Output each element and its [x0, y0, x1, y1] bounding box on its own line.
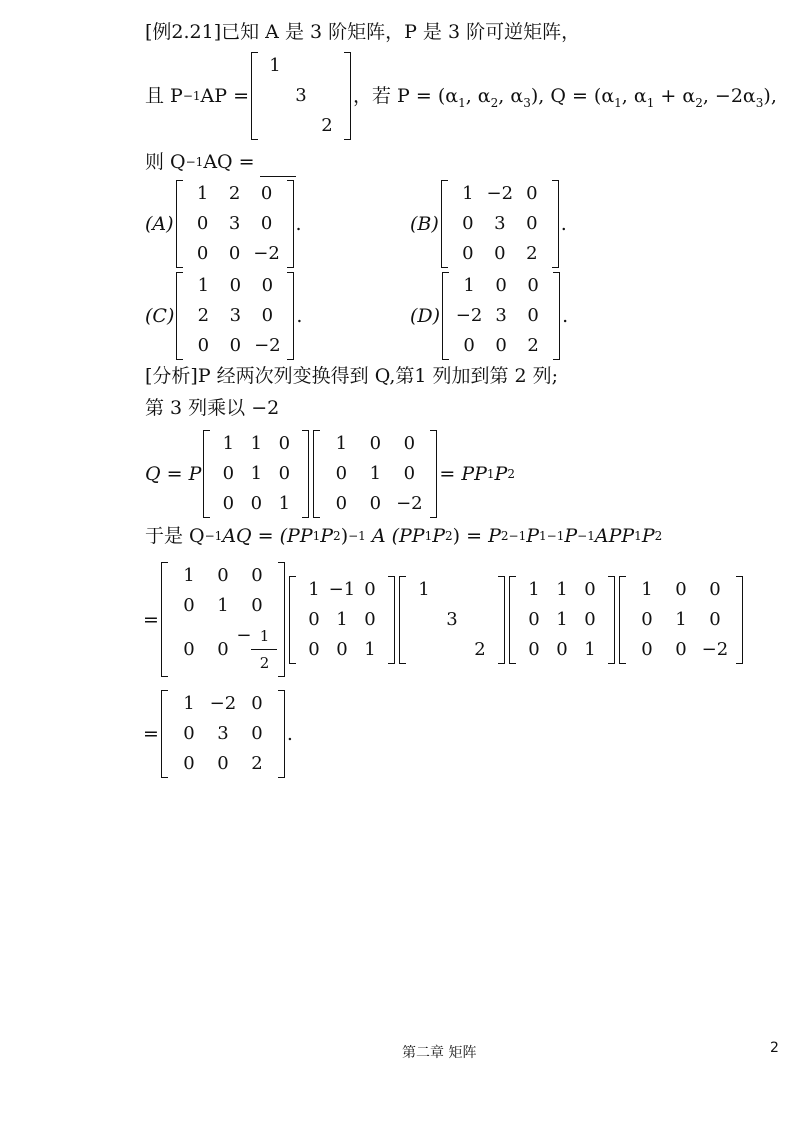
matrix-cell: 0	[709, 578, 721, 600]
matrix-cell: 1	[335, 433, 348, 454]
p2-matrix	[619, 576, 743, 664]
problem-line-1	[145, 20, 580, 44]
matrix-cell: 0	[527, 305, 539, 326]
option-d: (D) 1 0 0 −2 3 0 0 0 2 .	[410, 272, 568, 360]
matrix-cell: 0	[260, 213, 273, 234]
similarity-expression: 于是 Q −1 AQ = (PP 1 P 2 ) −1 A (PP 1 P 2 ) = P 2 −1 P 1 −1 P −1 APP 1 P 2	[145, 525, 663, 547]
matrix-cell: 0	[584, 578, 596, 600]
matrix-cell: 0	[556, 638, 568, 660]
matrix-cell: −2	[254, 335, 281, 356]
p1-matrix	[509, 576, 615, 664]
matrix-cell: 0	[183, 753, 195, 774]
matrix-cell: 2	[228, 183, 241, 204]
matrix-cell: 2	[526, 243, 538, 264]
matrix-cell: 2	[321, 115, 333, 136]
footer-chapter: 第二章 矩阵	[402, 1045, 477, 1061]
matrix-cell: 0	[250, 493, 263, 514]
matrix-cell: 0	[675, 638, 687, 660]
matrix-cell: 3	[217, 723, 229, 744]
matrix-cell: 3	[446, 608, 458, 630]
matrix-cell: 0	[641, 608, 653, 630]
matrix-cell: 0	[197, 335, 210, 356]
matrix-cell: 0	[260, 183, 273, 204]
matrix-cell: 0	[641, 638, 653, 660]
product-expansion: = 1 0 0 0 1 0 0 0 − $\frac{1}{2}$ 1 −1 0 0 1 0 0 0 1 1 3 2 1 1 0 0 1 0 0 0 1 1 0 0 0 1 0 0 0 −2	[143, 562, 745, 677]
analysis-tag: [分析]	[145, 365, 198, 387]
matrix-cell: −2	[253, 243, 280, 264]
matrix-cell: 2	[527, 335, 539, 356]
p1-inverse-matrix	[289, 576, 395, 664]
matrix-cell: 0	[526, 213, 538, 234]
problem-question: 则 Q −1 AQ =	[145, 151, 255, 173]
matrix-cell: 1	[250, 463, 263, 484]
matrix-cell: 0	[709, 608, 721, 630]
matrix-cell: 0	[308, 638, 320, 660]
matrix-cell: 0	[228, 243, 241, 264]
matrix-cell: 1	[197, 275, 210, 296]
matrix-cell: 1	[308, 578, 320, 600]
matrix-cell: 1	[278, 493, 291, 514]
matrix-cell: 1	[183, 693, 195, 714]
matrix-cell: 0	[675, 578, 687, 600]
matrix-cell: 1	[336, 608, 348, 630]
final-result: = 1 −2 0 0 3 0 0 0 2 .	[143, 690, 293, 778]
problem-statement: 已知 A 是 3 阶矩阵，P 是 3 阶可逆矩阵，	[221, 21, 581, 43]
matrix-cell: 0	[222, 463, 235, 484]
matrix-cell: 1	[556, 578, 568, 600]
matrix-cell: 0	[364, 608, 376, 630]
matrix-cell: 0	[308, 608, 320, 630]
page-number: 2	[770, 1040, 779, 1056]
matrix-cell: 0	[526, 183, 538, 204]
matrix-cell: 2	[197, 305, 210, 326]
matrix-cell: 0	[584, 608, 596, 630]
analysis-line-1: [分析] P 经两次列变换得到 Q,第1 列加到第 2 列;	[145, 365, 559, 387]
p-definition: ，若 $P = (\alpha_1$, $\alpha_2$, $\alpha_3$), $Q = (\alpha_1$, $\alpha_1 + \alpha_2$, $-2\alpha_3$),	[353, 85, 777, 110]
matrix-cell: 0	[528, 608, 540, 630]
matrix-cell: 3	[495, 305, 507, 326]
diagonal-matrix	[399, 576, 505, 664]
matrix-cell: 1	[418, 578, 430, 600]
matrix-cell: 0	[527, 275, 539, 296]
matrix-cell: 1	[462, 183, 474, 204]
matrix-cell: −2	[209, 693, 237, 714]
matrix-cell: 1	[556, 608, 568, 630]
matrix-cell: 1	[641, 578, 653, 600]
matrix-cell: 1	[364, 638, 376, 660]
matrix-cell: 2	[251, 753, 263, 774]
matrix-cell: 1	[369, 463, 382, 484]
matrix-cell: 0	[528, 638, 540, 660]
matrix-cell: 0	[251, 723, 263, 744]
matrix-cell: 0	[369, 493, 382, 514]
matrix-cell: 0	[403, 463, 416, 484]
matrix-cell: 0	[183, 723, 195, 744]
matrix-cell: 0	[196, 213, 209, 234]
matrix-cell: 0	[336, 638, 348, 660]
matrix-cell: 3	[295, 85, 307, 106]
matrix-cell: 0	[462, 213, 474, 234]
problem-tag: [例2.21]	[145, 21, 222, 43]
matrix-cell: 0	[369, 433, 382, 454]
condition-prefix: 且 P	[145, 85, 183, 107]
matrix-cell: 1	[196, 183, 209, 204]
q-factorization: Q = P 1 1 0 0 1 0 0 0 1 1 0 0 0 1 0 0 0 −2 = PP 1 P 2	[145, 430, 515, 518]
matrix-cell: 0	[495, 275, 507, 296]
matrix-cell: −2	[486, 183, 514, 204]
matrix-cell: 0	[495, 335, 507, 356]
option-a: (A) 1 2 0 0 3 0 0 0 −2 .	[145, 180, 302, 268]
matrix-cell: 3	[494, 213, 506, 234]
condition-mid: AP =	[200, 85, 249, 107]
matrix-cell: 1	[250, 433, 263, 454]
p2-inverse-matrix: 1 0 0 0 1 0 0 0 − $\frac{1}{2}$	[161, 562, 285, 677]
matrix-cell: 0	[251, 693, 263, 714]
matrix-cell: 0	[261, 275, 274, 296]
matrix-cell: 1	[675, 608, 687, 630]
problem-line-2: 且 P −1 AP = 1 3 2 ，若 $P = (\alpha_1$, $\alpha_2$, $\alpha_3$), $Q = (\alpha_1$, $\alpha_1 + \alpha_2$, $-2\alpha_3$),	[145, 52, 777, 140]
matrix-cell: 1	[222, 433, 235, 454]
matrix-cell: −2	[701, 638, 729, 660]
matrix-cell: 0	[261, 305, 274, 326]
matrix-cell: 3	[229, 305, 242, 326]
option-c: (C) 1 0 0 2 3 0 0 0 −2 .	[145, 272, 302, 360]
option-b: (B) 1 −2 0 0 3 0 0 0 2 .	[410, 180, 567, 268]
matrix-cell: −1	[328, 578, 356, 600]
matrix-cell: 0	[494, 243, 506, 264]
matrix-cell: 0	[335, 493, 348, 514]
matrix-cell: 0	[403, 433, 416, 454]
matrix-cell: 1	[528, 578, 540, 600]
matrix-cell: 2	[474, 638, 486, 660]
matrix-cell: 0	[278, 433, 291, 454]
matrix-cell: 0	[229, 275, 242, 296]
matrix-cell: 0	[217, 753, 229, 774]
matrix-cell: 0	[463, 335, 475, 356]
matrix-cell: −2	[396, 493, 423, 514]
given-diagonal-matrix	[251, 52, 351, 140]
matrix-cell: 0	[229, 335, 242, 356]
matrix-cell: 0	[462, 243, 474, 264]
matrix-cell: 0	[222, 493, 235, 514]
matrix-cell: 1	[463, 275, 475, 296]
matrix-cell: 1	[269, 55, 281, 76]
answer-blank	[260, 176, 296, 177]
matrix-cell: 0	[335, 463, 348, 484]
matrix-cell: 0	[278, 463, 291, 484]
matrix-cell: 0	[364, 578, 376, 600]
analysis-line-2: 第 3 列乘以 −2	[145, 397, 280, 419]
matrix-cell: 1	[584, 638, 596, 660]
matrix-cell: 3	[228, 213, 241, 234]
matrix-cell: 0	[196, 243, 209, 264]
matrix-cell: −2	[455, 305, 483, 326]
